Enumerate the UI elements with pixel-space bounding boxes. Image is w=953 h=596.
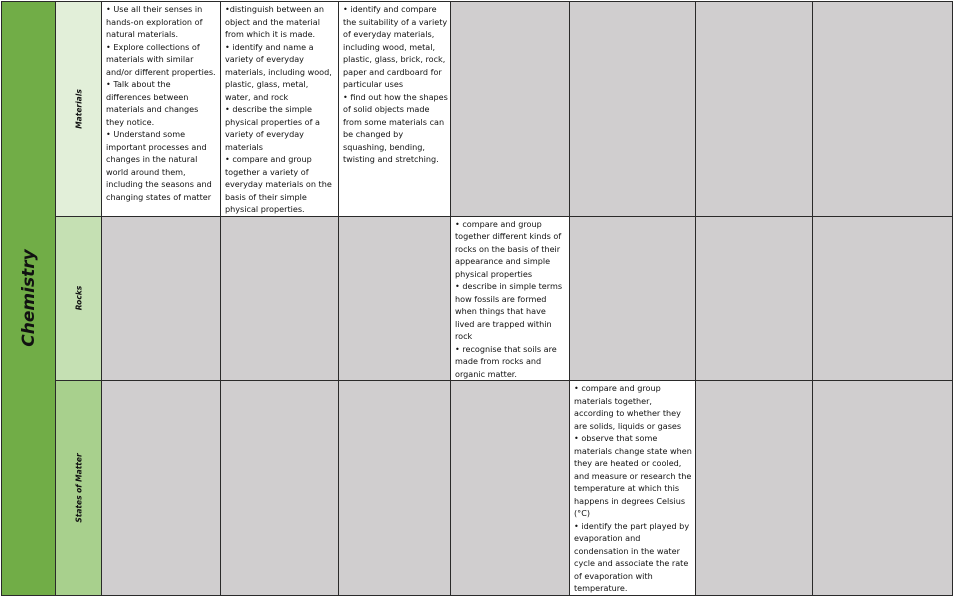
topic-label: Rocks	[74, 286, 83, 311]
states-cell-3	[339, 381, 451, 596]
rocks-cell-6	[696, 216, 813, 381]
cell-text: • Use all their senses in hands-on exploration of natural materials. • Explore collections of materials with similar and/or different properties. • Talk about the differences between materials and changes they notice. • Understand some important processes and changes in the natural world around them, including the seasons and changing states of matter	[106, 4, 216, 202]
subject-label: Chemistry	[18, 249, 39, 347]
cell-text: • compare and group together different kinds of rocks on the basis of their appearance and simple physical properties • describe in simple terms how fossils are formed when things that have lived are trapped within rock • recognise that soils are made from rocks and organic matter.	[455, 218, 563, 379]
rocks-cell-4	[451, 216, 570, 381]
rocks-cell-3	[339, 216, 451, 381]
materials-cell-1	[102, 2, 221, 217]
states-cell-6	[696, 381, 813, 596]
states-cell-1	[102, 381, 221, 596]
rocks-cell-7	[813, 216, 953, 381]
states-cell-4	[451, 381, 570, 596]
states-cell-5	[570, 381, 696, 596]
materials-cell-5	[570, 2, 696, 217]
topic-label: Materials	[74, 88, 83, 129]
states-cell-7	[813, 381, 953, 596]
materials-cell-4	[451, 2, 570, 217]
materials-cell-7	[813, 2, 953, 217]
topic-states-of-matter	[56, 381, 102, 596]
cell-text: • identify and compare the suitability of a variety of everyday materials, including wood, metal, plastic, glass, brick, rock, paper and cardboard for particular uses • find out how the shapes of solid objects made from some materials can be changed by squashing, bending, twisting and stretching.	[343, 4, 448, 164]
topic-label: States of Matter	[74, 453, 83, 523]
curriculum-table	[1, 1, 953, 596]
topic-materials	[56, 2, 102, 217]
cell-text: •distinguish between an object and the material from which it is made. • identify and name a variety of everyday materials, including wood, plastic, glass, metal, water, and rock • describe the simple physical properties of a variety of everyday materials • compare and group together a variety of everyday materials on the basis of their simple physical properties.	[225, 4, 332, 214]
row-rocks	[2, 216, 953, 381]
materials-cell-3	[339, 2, 451, 217]
row-materials	[2, 2, 953, 217]
rocks-cell-5	[570, 216, 696, 381]
subject-cell	[2, 2, 56, 596]
rocks-cell-2	[221, 216, 339, 381]
topic-rocks	[56, 216, 102, 381]
materials-cell-6	[696, 2, 813, 217]
materials-cell-2	[221, 2, 339, 217]
states-cell-2	[221, 381, 339, 596]
row-states-of-matter	[2, 381, 953, 596]
rocks-cell-1	[102, 216, 221, 381]
cell-text: • compare and group materials together, according to whether they are solids, liquids or gases • observe that some materials change state when they are heated or cooled, and measure or research the temperature at which this happens in degrees Celsius (°C) • identify the part played by evaporation and condensation in the water cycle and associate the rate of evaporation with temperature.	[574, 383, 692, 593]
